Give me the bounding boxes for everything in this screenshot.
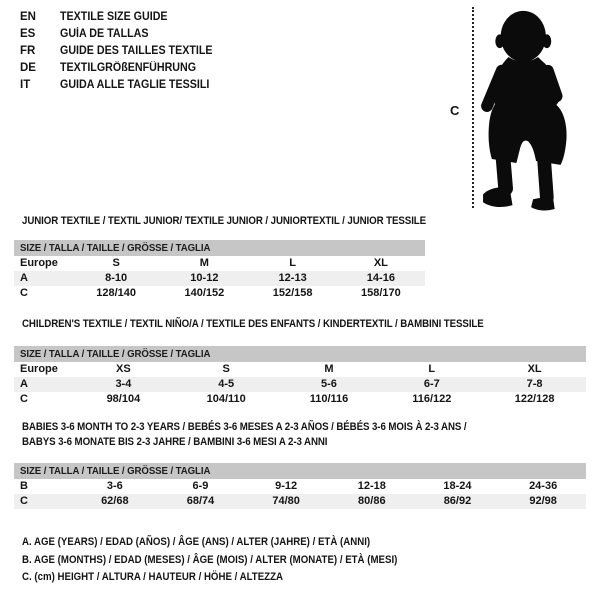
cell: L (428, 363, 436, 375)
cell: XL (527, 363, 542, 375)
cell: L (289, 257, 296, 269)
lang-row-it (20, 77, 224, 94)
children-size-table (14, 362, 586, 407)
cell: 110/116 (309, 393, 349, 405)
cell: 3-6 (106, 480, 123, 492)
cell: 68/74 (186, 495, 215, 507)
cell: 12-18 (357, 480, 386, 492)
cell: 24-36 (529, 480, 558, 492)
cell: 9-12 (275, 480, 298, 492)
table-row (14, 494, 586, 509)
row-label: C (20, 393, 28, 405)
toddler-silhouette-icon (478, 4, 598, 212)
cell: 6-9 (192, 480, 209, 492)
cell: 86/92 (443, 495, 472, 507)
cell: 8-10 (105, 272, 128, 284)
junior-size-table (14, 256, 425, 301)
cell: 4-5 (218, 378, 235, 390)
lang-title: GUIDE DES TAILLES TEXTILE (60, 45, 213, 57)
cell: 104/110 (206, 393, 246, 405)
table-row (14, 392, 586, 407)
cell: 18-24 (443, 480, 472, 492)
row-label: A (20, 378, 28, 390)
cell: 3-4 (115, 378, 132, 390)
cell: 7-8 (526, 378, 543, 390)
lang-code: DE (20, 62, 36, 74)
cell: 158/170 (360, 287, 401, 299)
table-row (14, 286, 425, 301)
lang-title: TEXTILE SIZE GUIDE (60, 11, 168, 23)
cell: 92/98 (529, 495, 557, 507)
size-header-text: SIZE / TALLA / TAILLE / GRÖSSE / TAGLIA (20, 465, 211, 477)
cell: M (199, 257, 209, 269)
cell: 10-12 (190, 272, 219, 284)
babies-size-table (14, 479, 586, 509)
cell: 12-13 (278, 272, 307, 284)
table-row (14, 362, 586, 377)
row-label: C (20, 495, 28, 507)
legend-notes (22, 534, 397, 587)
lang-title: TEXTILGRÖßENFÜHRUNG (60, 62, 197, 74)
cell: 152/158 (272, 287, 313, 299)
table-row (14, 377, 586, 392)
babies-title-line1: BABIES 3-6 MONTH TO 2-3 YEARS / BEBÉS 3-6 MESES A 2-3 AÑOS / BÉBÉS 3-6 MOIS À 2-3 ANS / (22, 421, 467, 433)
cell: M (324, 363, 334, 375)
lang-code: FR (20, 45, 36, 57)
junior-table-title: JUNIOR TEXTILE / TEXTIL JUNIOR/ TEXTILE JUNIOR / JUNIORTEXTIL / JUNIOR TESSILE (22, 215, 427, 227)
lang-code: ES (20, 28, 36, 40)
row-label: Europe (20, 363, 58, 375)
cell: XL (373, 257, 388, 269)
note-b: B. AGE (MONTHS) / EDAD (MESES) / ÂGE (MOIS) / ALTER (MONATE) / ETÀ (MESI) (22, 553, 398, 566)
cell: 128/140 (96, 287, 136, 299)
lang-row-en (20, 9, 224, 26)
row-label: A (20, 272, 28, 284)
note-c: C. (cm) HEIGHT / ALTURA / HAUTEUR / HÖHE / ALTEZZA (22, 571, 284, 583)
note-a: A. AGE (YEARS) / EDAD (AÑOS) / ÂGE (ANS) / ALTER (JAHRE) / ETÀ (ANNI) (22, 536, 371, 548)
height-measure-label: C (450, 103, 460, 118)
lang-code: IT (20, 79, 31, 91)
lang-title: GUIDA ALLE TAGLIE TESSILI (60, 79, 210, 91)
babies-table-title (22, 420, 466, 449)
babies-size-header-bar (14, 463, 586, 479)
cell: 140/152 (184, 287, 225, 299)
row-label: Europe (20, 257, 58, 269)
cell: 14-16 (366, 272, 395, 284)
lang-row-es (20, 26, 224, 43)
cell: 5-6 (321, 378, 337, 390)
row-label: C (20, 287, 28, 299)
children-size-header-bar (14, 346, 586, 362)
table-row (14, 479, 586, 494)
row-label: B (20, 480, 28, 492)
lang-row-de (20, 60, 224, 77)
cell: 122/128 (514, 393, 555, 405)
cell: S (222, 363, 230, 375)
cell: 98/104 (106, 393, 141, 405)
size-header-text: SIZE / TALLA / TAILLE / GRÖSSE / TAGLIA (20, 348, 211, 360)
lang-code: EN (20, 11, 36, 23)
cell: XS (116, 363, 131, 375)
junior-size-header-bar (14, 240, 425, 256)
lang-row-fr (20, 43, 224, 60)
cell: 62/68 (101, 495, 129, 507)
height-measure-dotted-line (472, 7, 474, 208)
babies-title-line2: BABYS 3-6 MONATE BIS 2-3 JAHRE / BAMBINI 3-6 MESI A 2-3 ANNI (22, 435, 328, 448)
table-row (14, 271, 425, 286)
cell: 6-7 (423, 378, 440, 390)
language-title-list (20, 9, 224, 94)
size-header-text: SIZE / TALLA / TAILLE / GRÖSSE / TAGLIA (20, 242, 211, 254)
cell: 80/86 (358, 495, 386, 507)
table-row (14, 256, 425, 271)
children-table-title: CHILDREN'S TEXTILE / TEXTIL NIÑO/A / TEXTILE DES ENFANTS / KINDERTEXTIL / BAMBINI TESSILE (22, 318, 484, 330)
cell: 116/122 (412, 393, 452, 405)
lang-title: GUÍA DE TALLAS (60, 28, 149, 40)
cell: S (112, 257, 120, 269)
cell: 74/80 (272, 495, 300, 507)
